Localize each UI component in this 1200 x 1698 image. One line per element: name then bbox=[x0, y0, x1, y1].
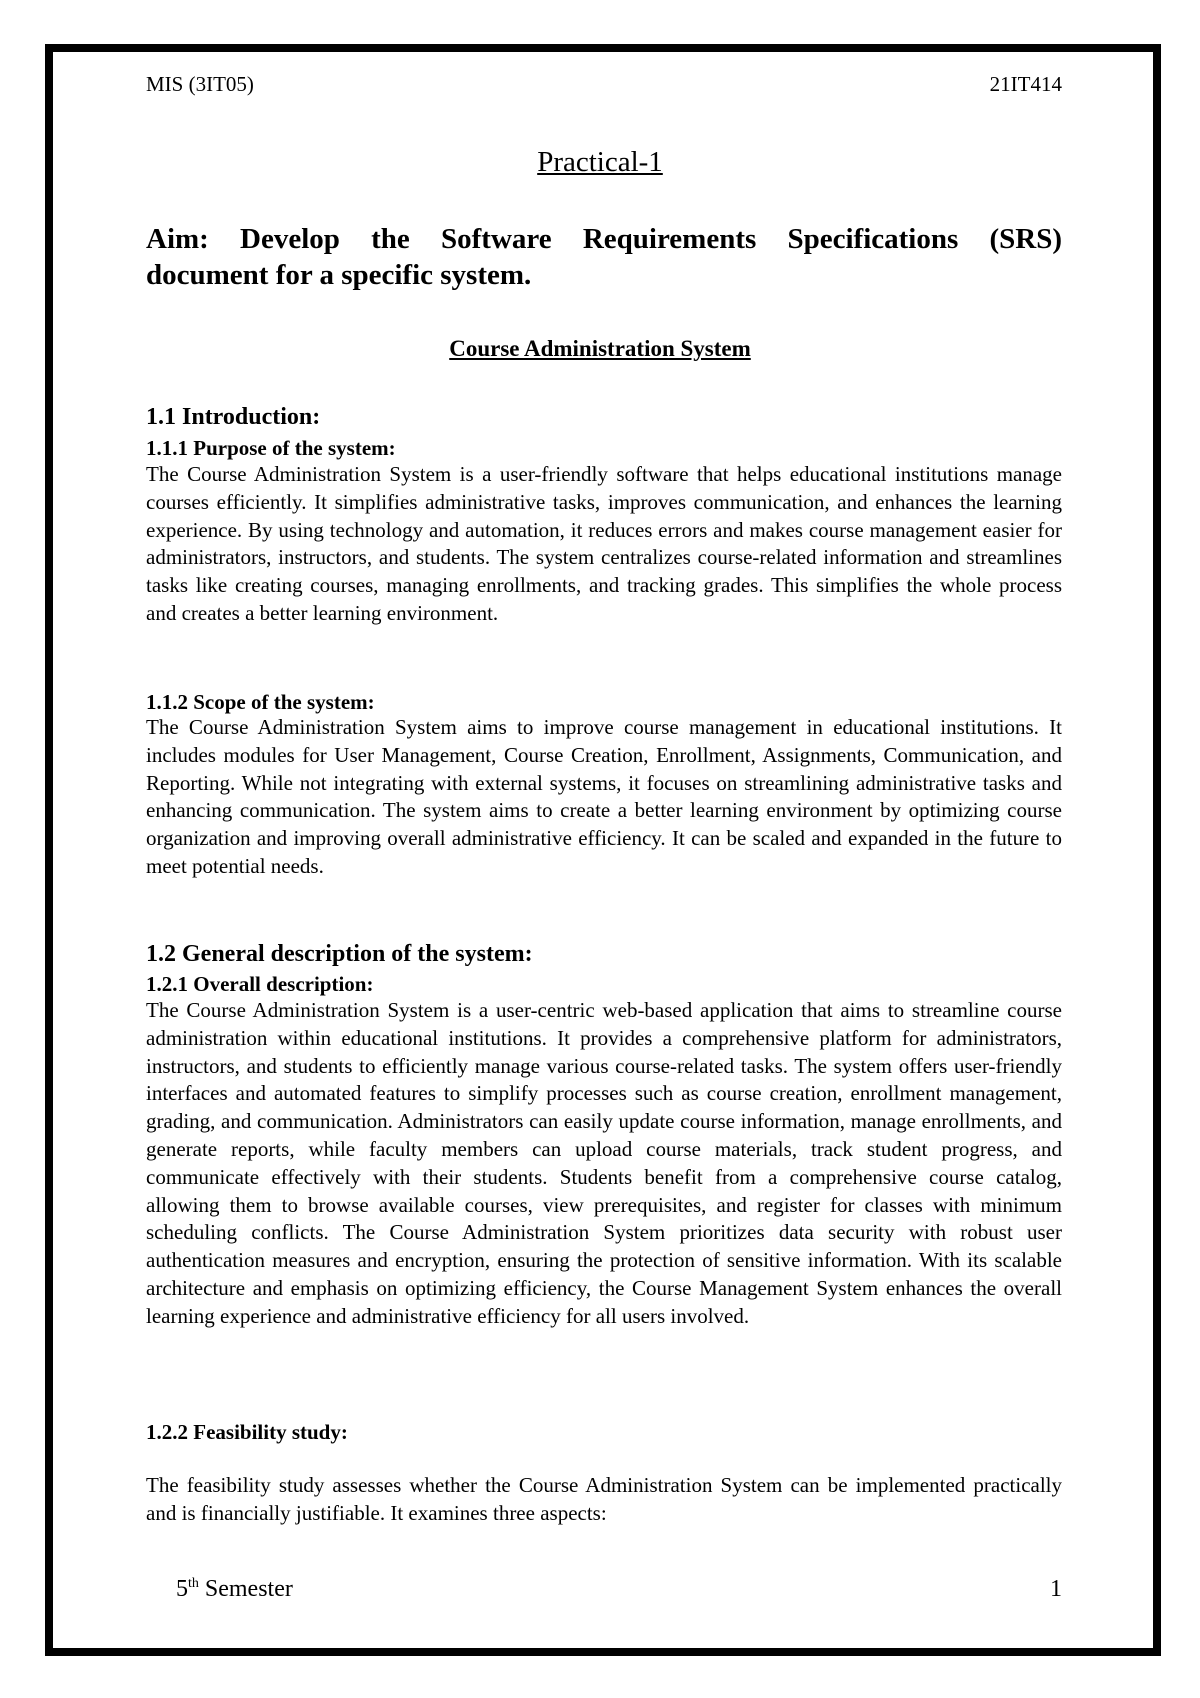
scope-paragraph: The Course Administration System aims to improve course management in educational institutions. It includes modules for User Management, Course Creation, Enrollment, Assignments, Communication, and Reporting. While not integrating with external systems, it focuses on streamlining administrative tasks and enhancing communication. The system aims to create a better learning environment by optimizing course organization and improving overall administrative efficiency. It can be scaled and expanded in the future to meet potential needs. bbox=[146, 715, 1062, 878]
header-course-code: MIS (3IT05) bbox=[146, 72, 254, 96]
header-student-id: 21IT414 bbox=[989, 72, 1062, 96]
overall-description-heading: 1.2.1 Overall description: bbox=[146, 972, 374, 996]
intro-heading: 1.1 Introduction: bbox=[146, 404, 321, 430]
purpose-paragraph: The Course Administration System is a user-friendly software that helps educational institutions manage courses efficiently. It simplifies administrative tasks, improves communication, and enhances the learning experience. By using technology and automation, it reduces errors and makes course management easier for administrators, instructors, and students. The system centralizes course-related information and streamlines tasks like creating courses, managing enrollments, and tracking grades. This simplifies the whole process and creates a better learning environment. bbox=[146, 462, 1062, 625]
footer-semester bbox=[176, 1576, 293, 1603]
semester-ordinal: th bbox=[188, 1576, 199, 1591]
scope-heading: 1.1.2 Scope of the system: bbox=[146, 690, 375, 714]
system-title: Course Administration System bbox=[449, 336, 751, 361]
aim-line-2: document for a specific system. bbox=[146, 259, 532, 291]
semester-number: 5 bbox=[176, 1576, 188, 1602]
purpose-heading: 1.1.1 Purpose of the system: bbox=[146, 436, 396, 460]
semester-word: Semester bbox=[198, 1576, 293, 1602]
general-description-heading: 1.2 General description of the system: bbox=[146, 941, 533, 967]
page-number: 1 bbox=[1050, 1576, 1062, 1602]
feasibility-heading: 1.2.2 Feasibility study: bbox=[146, 1420, 348, 1444]
page-title: Practical-1 bbox=[537, 146, 663, 178]
feasibility-paragraph: The feasibility study assesses whether the Course Administration System can be implemented practically and is financially justifiable. It examines three aspects: bbox=[146, 1473, 1062, 1525]
aim-line-1: Aim: Develop the Software Requirements Specifications (SRS) bbox=[146, 223, 1062, 255]
overall-description-paragraph: The Course Administration System is a user-centric web-based application that aims to streamline course administration within educational institutions. It provides a comprehensive platform for administrators, instructors, and students to efficiently manage various course-related tasks. The system offers user-friendly interfaces and automated features to simplify processes such as course creation, enrollment management, grading, and communication. Administrators can easily update course information, manage enrollments, and generate reports, while faculty members can upload course materials, track student progress, and communicate effectively with their students. Students benefit from a comprehensive course catalog, allowing them to browse available courses, view prerequisites, and register for classes with minimum scheduling conflicts. The Course Administration System prioritizes data security with robust user authentication measures and encryption, ensuring the protection of sensitive information. With its scalable architecture and emphasis on optimizing efficiency, the Course Management System enhances the overall learning experience and administrative efficiency for all users involved. bbox=[146, 998, 1062, 1328]
